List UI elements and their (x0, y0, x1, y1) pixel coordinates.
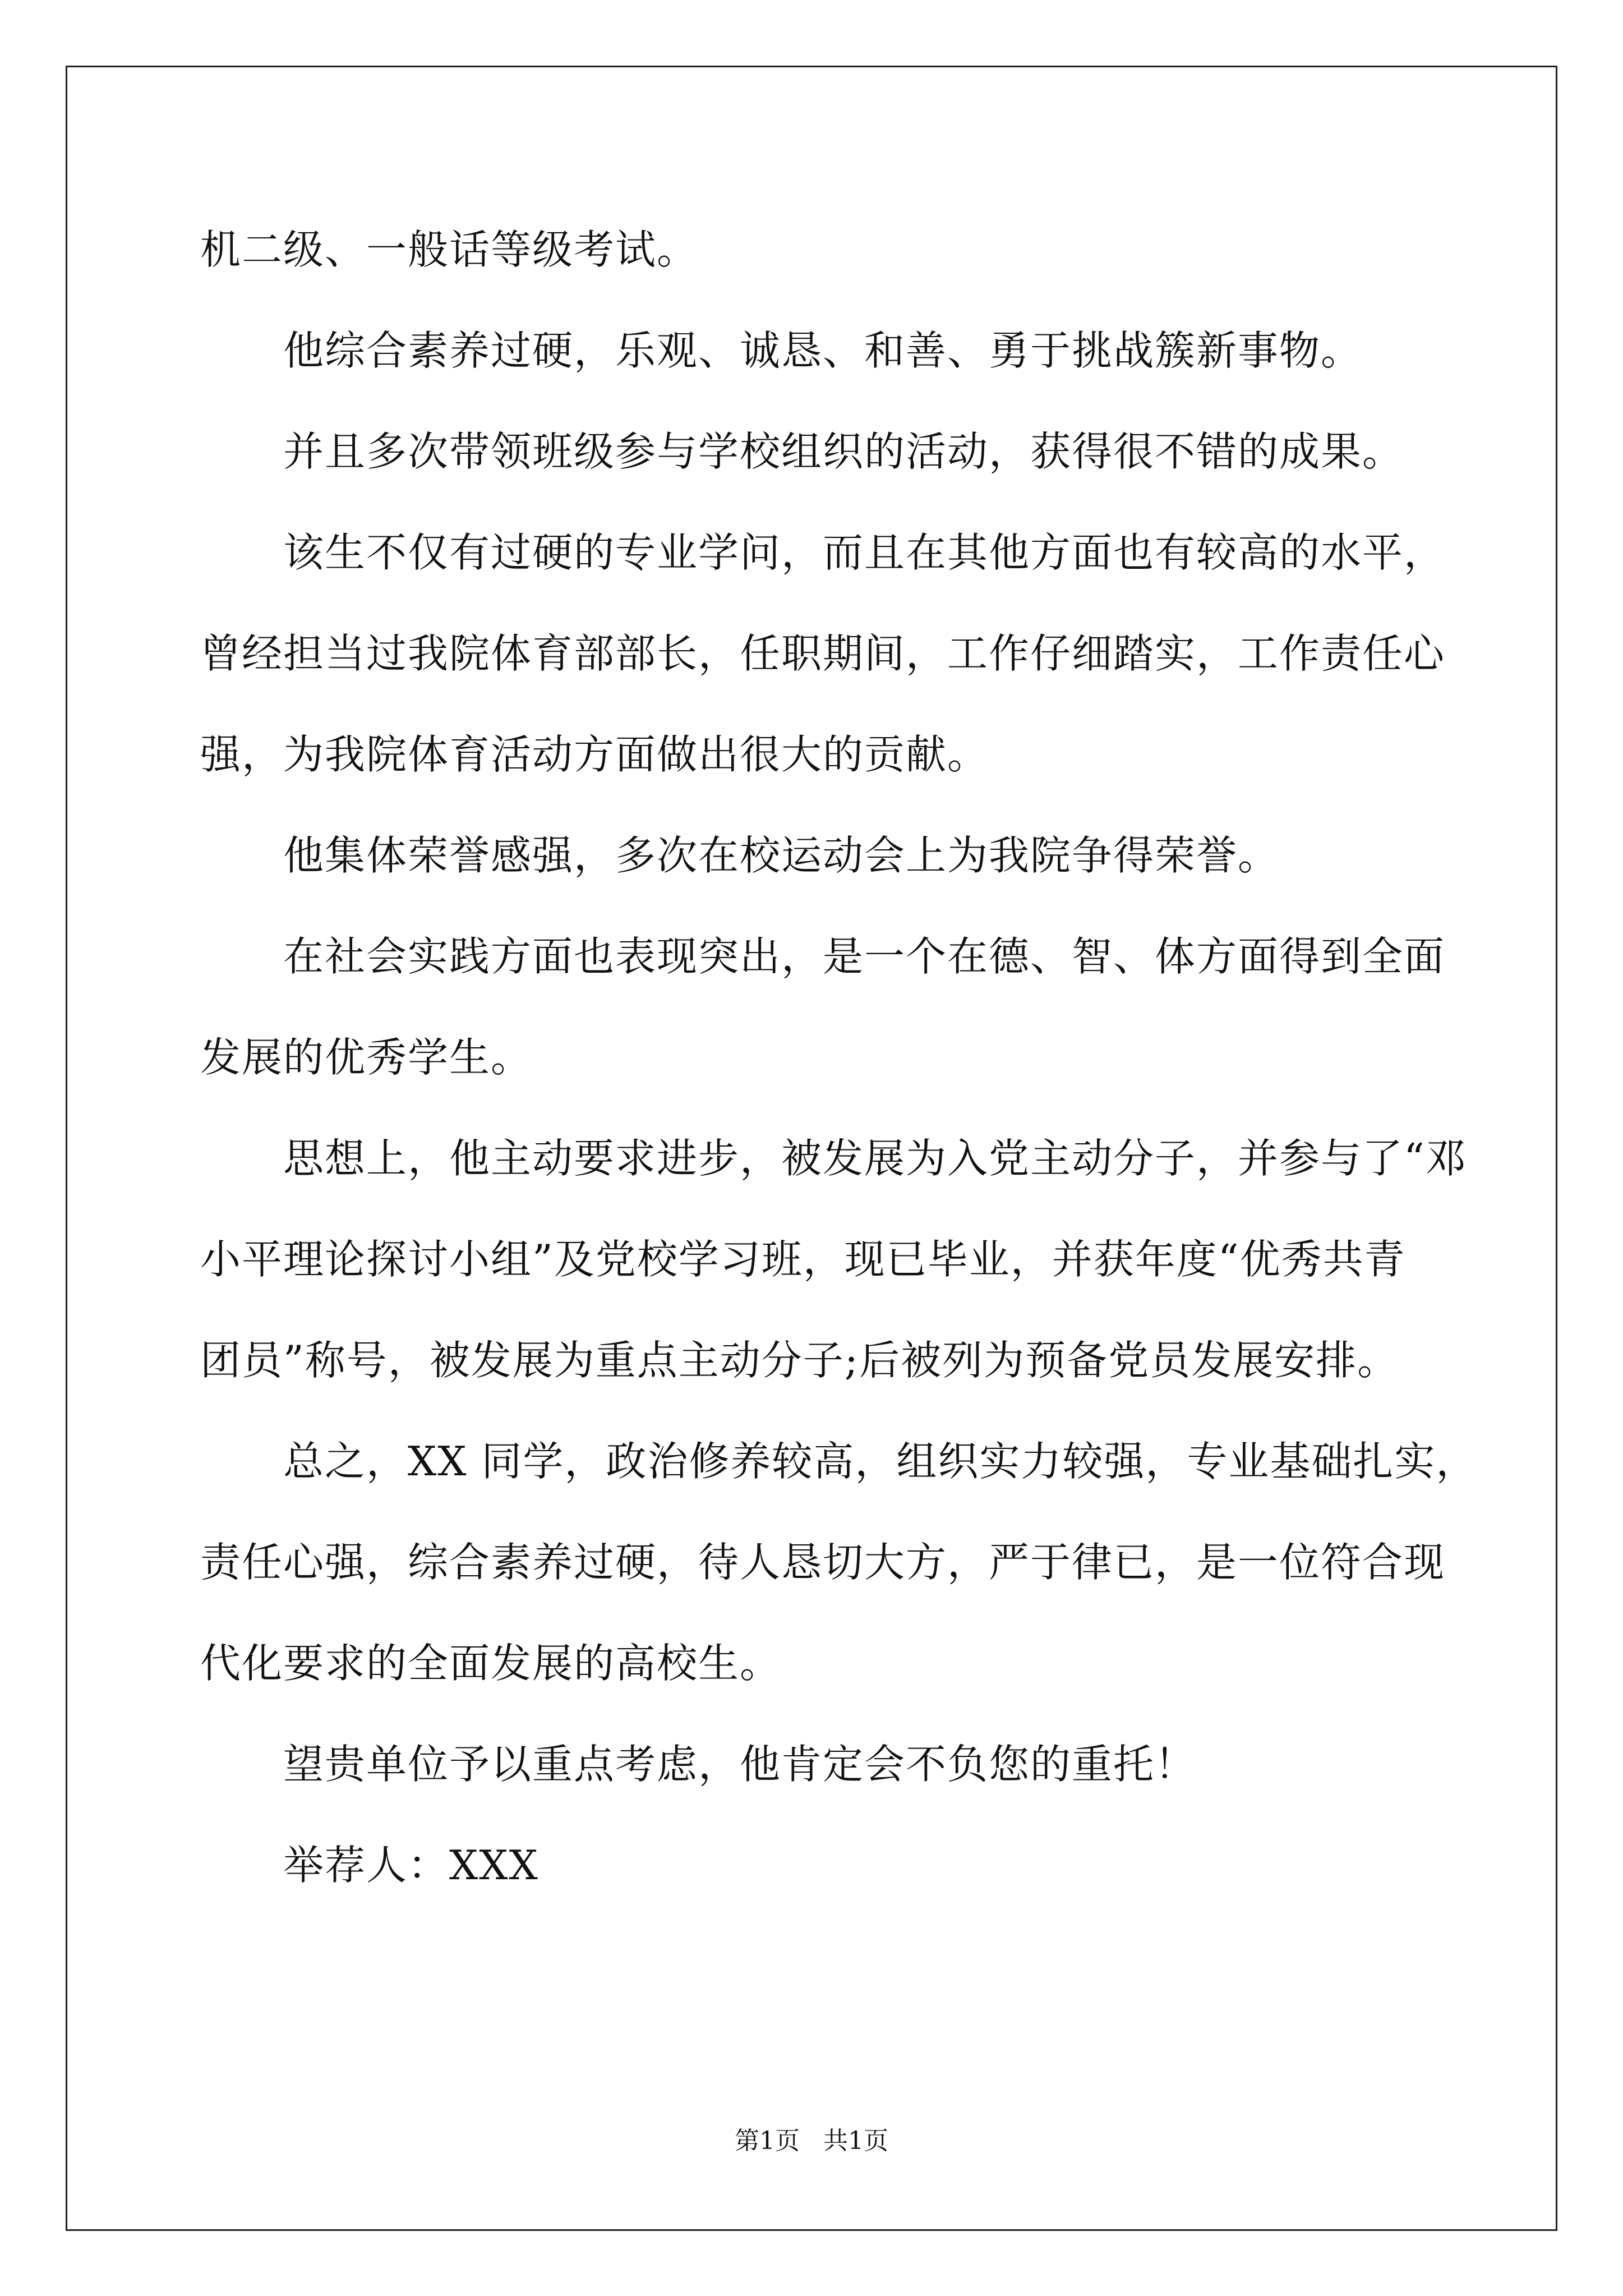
text-line: 小平理论探讨小组”及党校学习班，现已毕业，并获年度“优秀共青 (200, 1236, 1406, 1283)
text-line: 他综合素养过硬，乐观、诚恳、和善、勇于挑战簇新事物。 (283, 327, 1363, 374)
page-footer (0, 2120, 1623, 2156)
text-line: 强，为我院体育活动方面做出很大的贡献。 (200, 731, 989, 778)
text-line: 责任心强，综合素养过硬，待人恳切大方，严于律已，是一位符合现 (200, 1539, 1446, 1586)
text-line: 曾经担当过我院体育部部长，任职期间，工作仔细踏实，工作责任心 (200, 630, 1446, 677)
text-line: 该生不仅有过硬的专业学问，而且在其他方面也有较高的水平， (283, 529, 1446, 576)
text-line: 代化要求的全面发展的高校生。 (200, 1640, 782, 1687)
text-line: 望贵单位予以重点考虑，他肯定会不负您的重托！ (283, 1741, 1197, 1788)
text-line: 团员”称号，被发展为重点主动分子;后被列为预备党员发展安排。 (200, 1337, 1399, 1384)
document-body (200, 213, 1490, 1930)
signature-line: 举荐人：XXX (283, 1842, 539, 1889)
text-line: 机二级、一般话等级考试。 (200, 226, 699, 273)
text-line: 总之，XX 同学，政治修养较高，组织实力较强，专业基础扎实， (283, 1438, 1478, 1485)
text-line: 在社会实践方面也表现突出，是一个在德、智、体方面得到全面 (283, 933, 1446, 980)
text-line: 发展的优秀学生。 (200, 1034, 533, 1081)
text-line: 他集体荣誉感强，多次在校运动会上为我院争得荣誉。 (283, 832, 1280, 879)
page-total: 共1页 (823, 2127, 888, 2155)
page-number: 第1页 (735, 2127, 800, 2155)
text-line: 思想上，他主动要求进步，被发展为入党主动分子，并参与了“邓 (283, 1135, 1467, 1182)
text-line: 并且多次带领班级参与学校组织的活动，获得很不错的成果。 (283, 428, 1404, 475)
